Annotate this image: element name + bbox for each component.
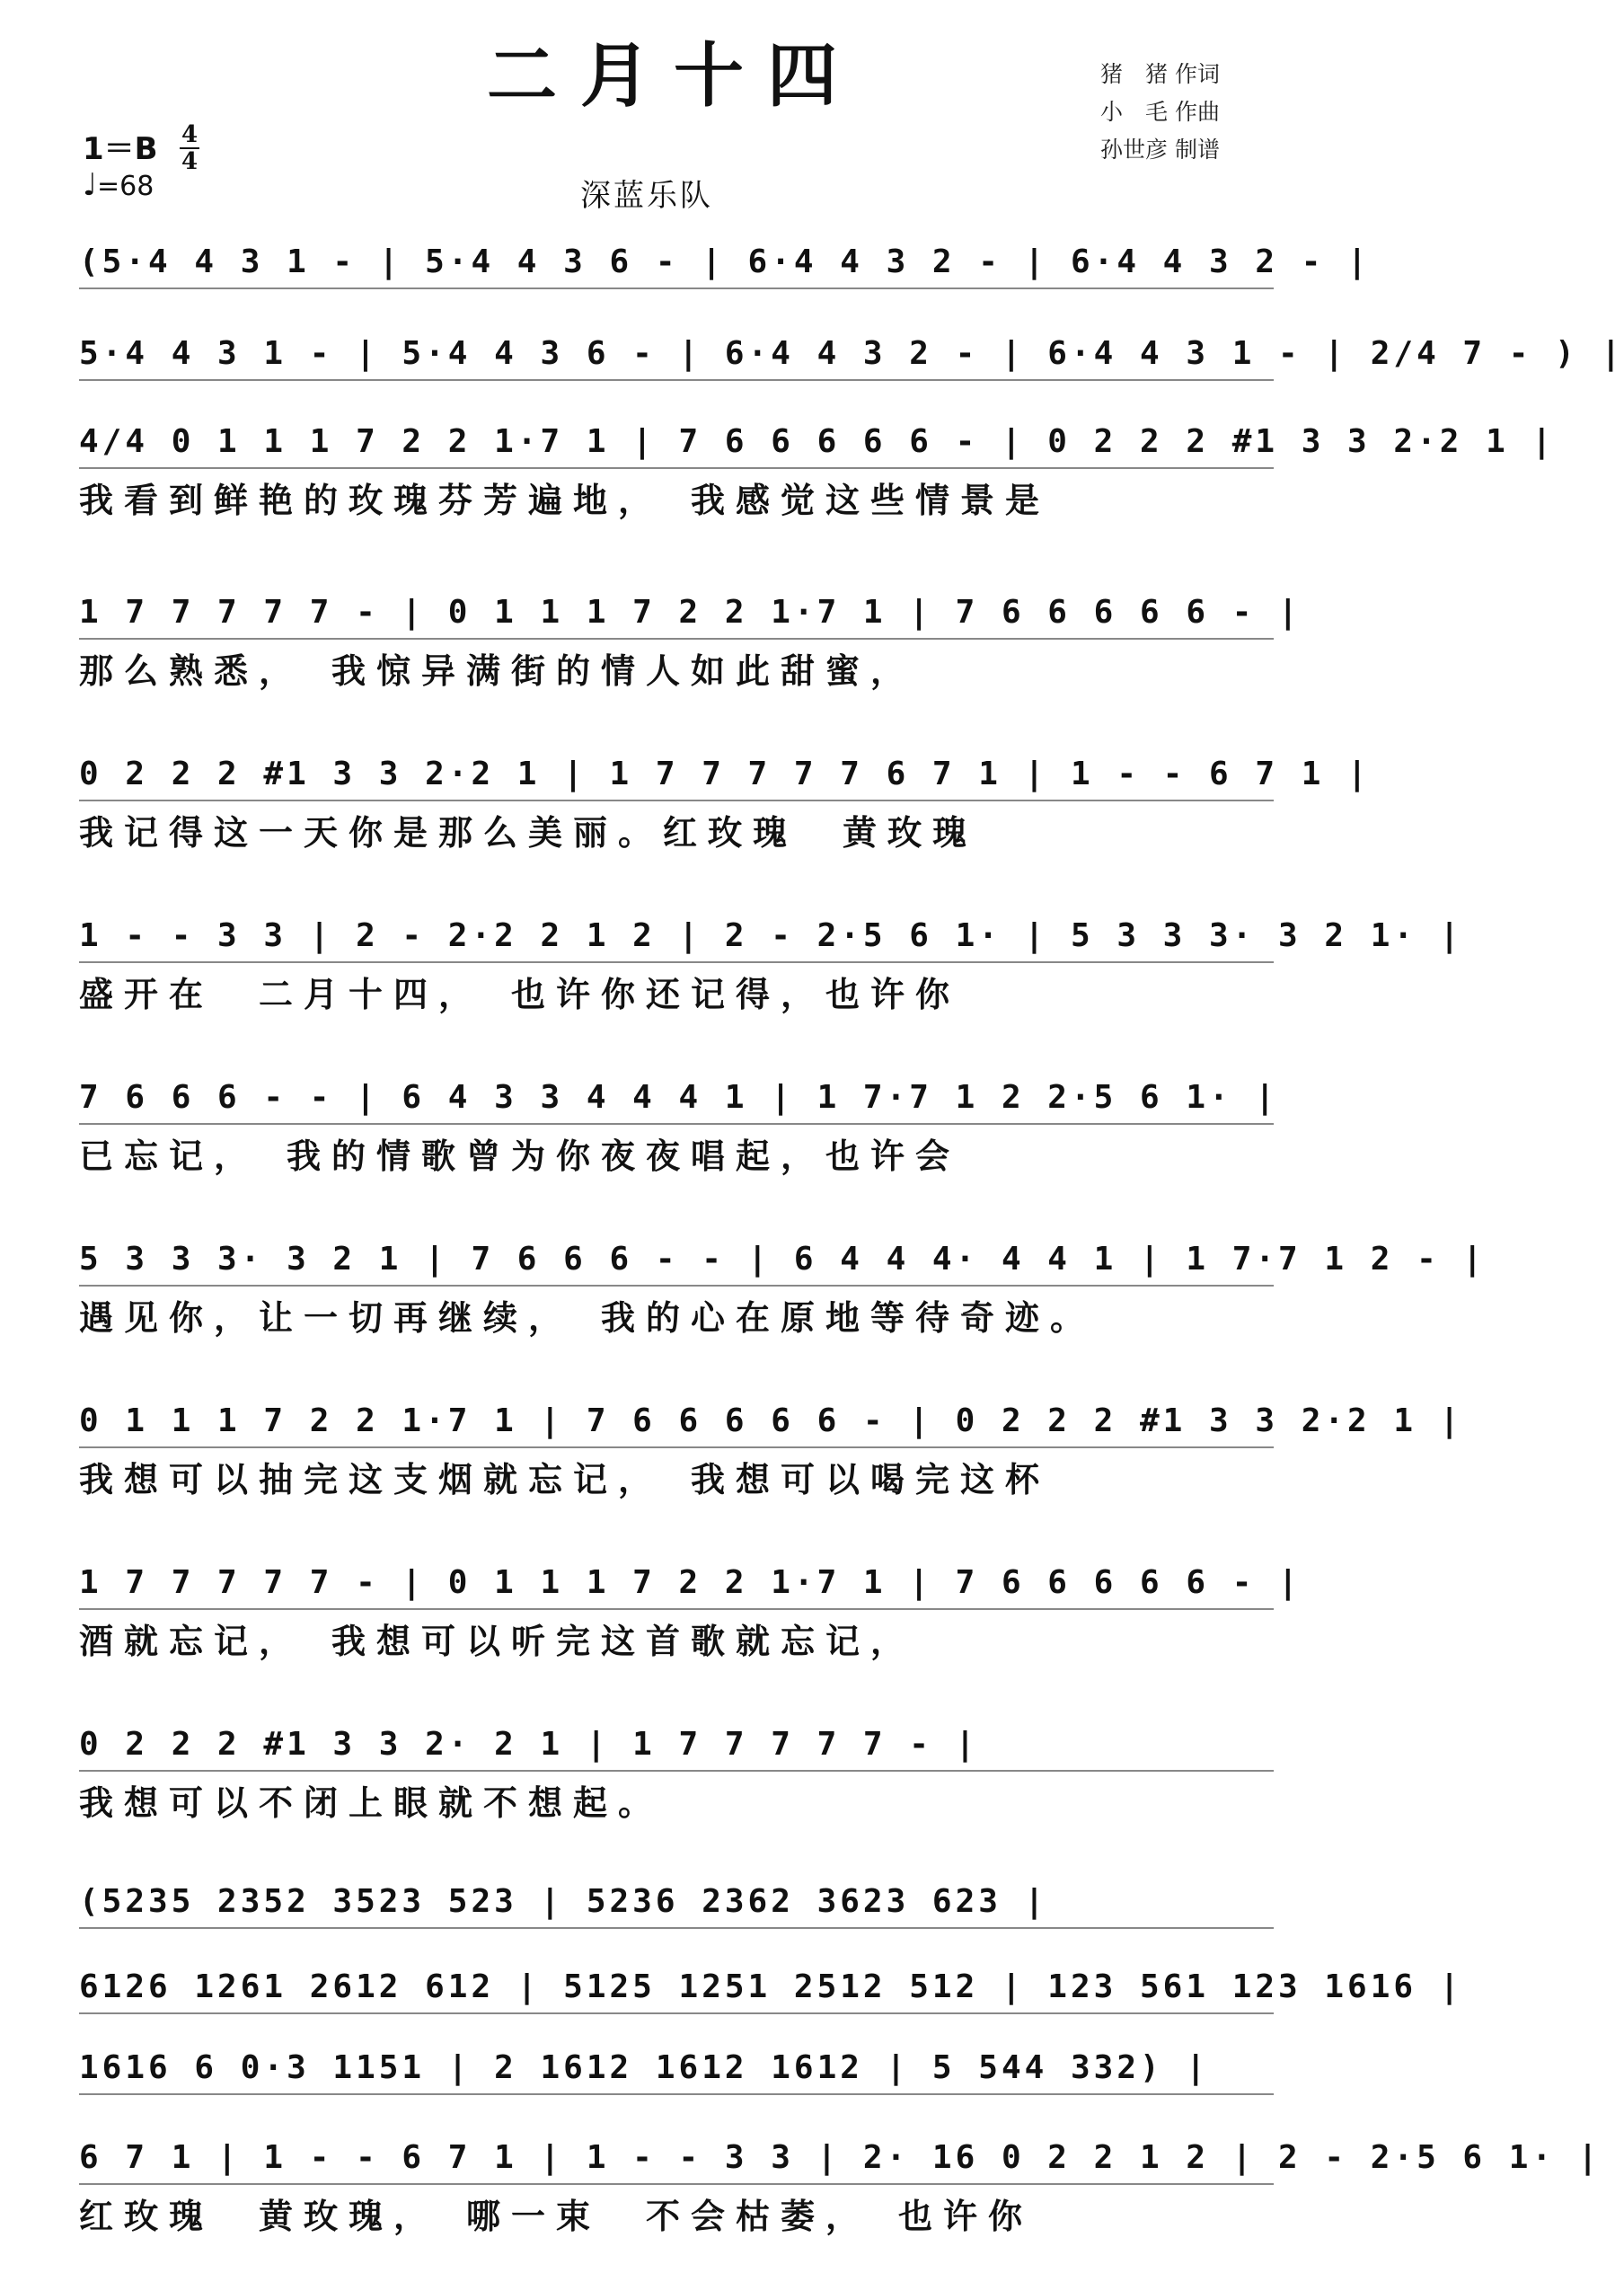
lyrics-line: 我记得这一天你是那么美丽。红玫瑰 黄玫瑰 (79, 812, 978, 853)
lyrics-line: 已忘记， 我的情歌曾为你夜夜唱起，也许会 (79, 1136, 961, 1176)
score-system (79, 1725, 1274, 1824)
lyrics-line: 红玫瑰 黄玫瑰， 哪一束 不会枯萎， 也许你 (79, 2196, 1034, 2236)
lyrics-line: 酒就忘记， 我想可以听完这首歌就忘记， (79, 1621, 916, 1661)
score-system (79, 916, 1463, 1015)
tempo-value: =68 (97, 171, 154, 202)
score-system (79, 334, 1624, 381)
notation-line: 5·4 4 3 1 - | 5·4 4 3 6 - | 6·4 4 3 2 - | 6·4 4 3 1 - | 2/4 7 - ) | (79, 334, 1274, 381)
score-system (79, 1078, 1279, 1177)
notation-line: (5235 2352 3523 523 | 5236 2362 3623 623 | (79, 1882, 1274, 1929)
notation-line: 4/4 0 1 1 1 7 2 2 1·7 1 | 7 6 6 6 6 6 - | 0 2 2 2 #1 3 3 2·2 1 | (79, 422, 1274, 469)
notation-line: 0 2 2 2 #1 3 3 2·2 1 | 1 7 7 7 7 7 6 7 1 | 1 - - 6 7 1 | (79, 755, 1274, 801)
notation-line: 6126 1261 2612 612 | 5125 1251 2512 512 | 123 561 123 1616 | (79, 1968, 1274, 2014)
notation-line: 1 7 7 7 7 7 - | 0 1 1 1 7 2 2 1·7 1 | 7 6 6 6 6 6 - | (79, 1563, 1274, 1610)
notation-line: 1 7 7 7 7 7 - | 0 1 1 1 7 2 2 1·7 1 | 7 6 6 6 6 6 - | (79, 593, 1274, 640)
notation-line: 0 1 1 1 7 2 2 1·7 1 | 7 6 6 6 6 6 - | 0 2 2 2 #1 3 3 2·2 1 | (79, 1402, 1274, 1448)
lyrics-line: 那么熟悉， 我惊异满街的情人如此甜蜜， (79, 650, 916, 691)
arranger-credit: 孙世彦 制谱 (1100, 137, 1220, 163)
score-system (79, 2048, 1274, 2095)
score-system (79, 755, 1371, 853)
notation-line: (5·4 4 3 1 - | 5·4 4 3 6 - | 6·4 4 3 2 - | 6·4 4 3 2 - | (79, 243, 1274, 289)
composer-credit: 小 毛 作曲 (1100, 99, 1220, 125)
score-system (79, 593, 1302, 692)
score-system (79, 422, 1556, 521)
time-signature-bottom: 4 (181, 148, 199, 175)
score-system (79, 1563, 1302, 1662)
score-system (79, 243, 1371, 289)
lyrics-line: 盛开在 二月十四， 也许你还记得，也许你 (79, 974, 961, 1014)
time-signature (176, 122, 203, 174)
time-signature-top: 4 (181, 121, 199, 148)
score-system (79, 1968, 1463, 2014)
lyrics-line: 我看到鲜艳的玫瑰芬芳遍地， 我感觉这些情景是 (79, 480, 1051, 520)
band-name: 深蓝乐队 (580, 178, 713, 214)
score-system (79, 1882, 1274, 1929)
key-signature: 1＝B (83, 131, 158, 167)
lyrics-line: 我想可以不闭上眼就不想起。 (79, 1782, 664, 1823)
score-system (79, 1402, 1463, 1500)
notation-line: 0 2 2 2 #1 3 3 2· 2 1 | 1 7 7 7 7 7 - | (79, 1725, 1274, 1772)
notation-line: 5 3 3 3· 3 2 1 | 7 6 6 6 - - | 6 4 4 4· 4 4 1 | 1 7·7 1 2 - | (79, 1240, 1274, 1287)
notation-line: 1 - - 3 3 | 2 - 2·2 2 1 2 | 2 - 2·5 6 1· | 5 3 3 3· 3 2 1· | (79, 916, 1274, 963)
lyrics-line: 我想可以抽完这支烟就忘记， 我想可以喝完这杯 (79, 1459, 1051, 1499)
notation-line: 6 7 1 | 1 - - 6 7 1 | 1 - - 3 3 | 2· 16 0 2 2 1 2 | 2 - 2·5 6 1· | (79, 2138, 1274, 2185)
lyrics-line: 遇见你，让一切再继续， 我的心在原地等待奇迹。 (79, 1297, 1096, 1338)
notation-line: 1616 6 0·3 1151 | 2 1612 1612 1612 | 5 544 332) | (79, 2048, 1274, 2095)
song-title: 二月十四 (486, 35, 861, 117)
score-system (79, 1240, 1487, 1339)
lyricist-credit: 猪 猪 作词 (1100, 61, 1220, 87)
quarter-note-icon: ♩ (83, 167, 98, 203)
notation-line: 7 6 6 6 - - | 6 4 3 3 4 4 4 1 | 1 7·7 1 2 2·5 6 1· | (79, 1078, 1274, 1125)
credits (1100, 56, 1334, 169)
score-system (79, 2138, 1602, 2237)
